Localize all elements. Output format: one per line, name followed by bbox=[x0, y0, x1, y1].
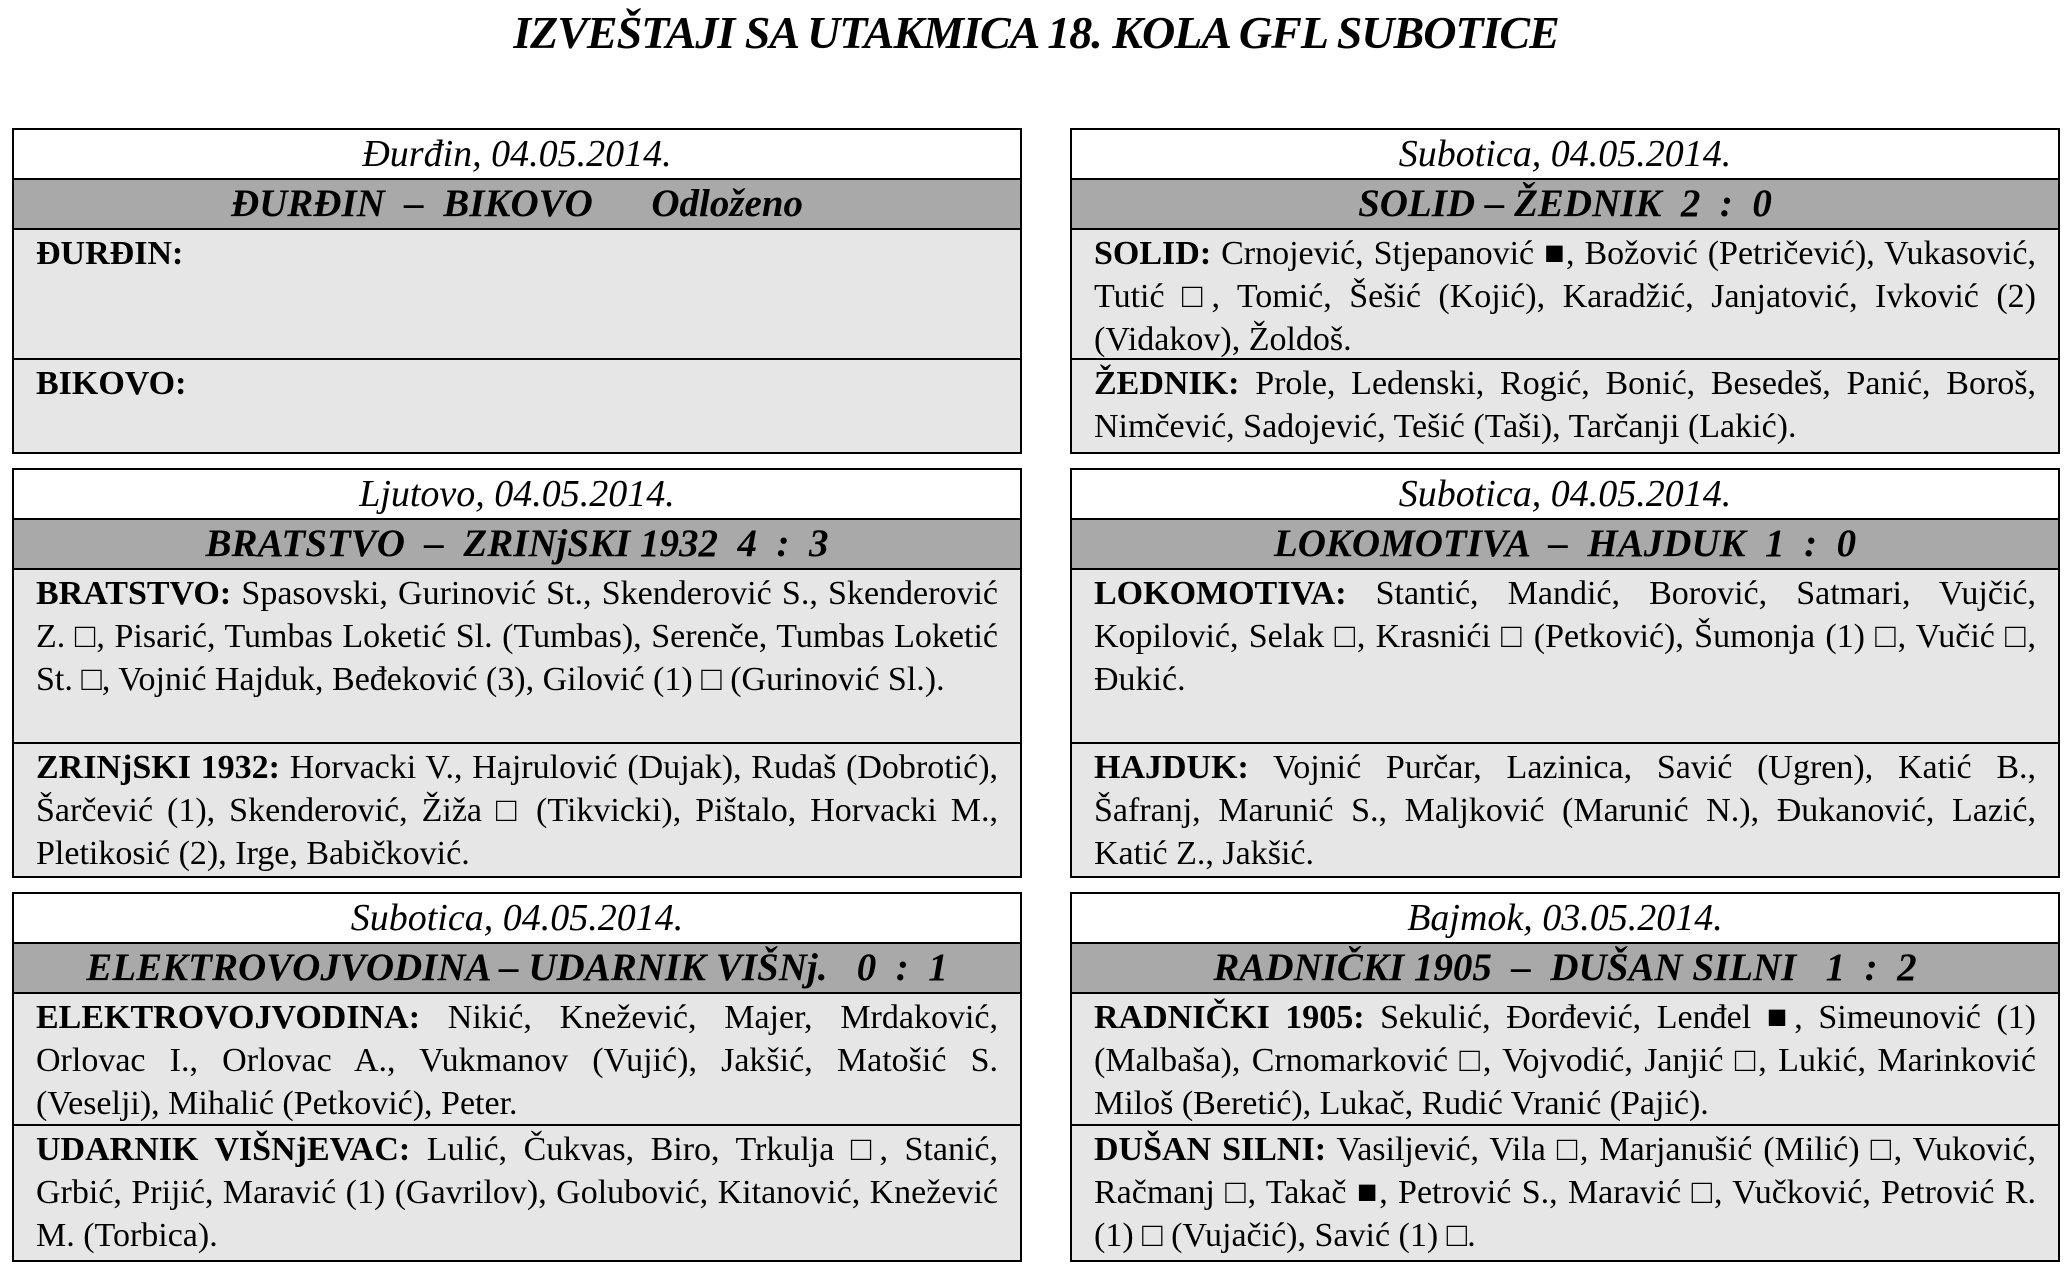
team-name: ELEKTROVOJVODINA: bbox=[36, 999, 421, 1036]
away-team-lineup bbox=[1072, 1126, 2058, 1257]
match-header: SOLID – ŽEDNIK 2 : 0 bbox=[1072, 180, 2058, 230]
home-team-lineup bbox=[14, 994, 1020, 1126]
home-team-lineup bbox=[1072, 570, 2058, 744]
player-list: Crnojević, Stjepanović ■, Božović (Petričević), Vukasović, Tutić □, Tomić, Šešić (Kojić), Karadžić, Janjatović, Ivković (2) (Vidakov), Žoldoš. bbox=[1094, 235, 2037, 358]
match-header: ĐURĐIN – BIKOVO Odloženo bbox=[14, 180, 1020, 230]
player-list: Stantić, Mandić, Borović, Satmari, Vujčić, Kopilović, Selak □, Krasnići □ (Petković), Šumonja (1) □, Vučić □, Đukić. bbox=[1094, 575, 2036, 698]
team-name: UDARNIK VIŠNjEVAC: bbox=[36, 1131, 411, 1168]
match-report-lokomotiva-hajduk bbox=[1070, 468, 2060, 878]
match-report-solid-zednik bbox=[1070, 128, 2060, 454]
match-location-date: Đurđin, 04.05.2014. bbox=[14, 130, 1020, 180]
player-list: Vojnić Purčar, Lazinica, Savić (Ugren), Katić B., Šafranj, Marunić S., Maljković (Marunić N.), Đukanović, Lazić, Katić Z., Jakšić. bbox=[1094, 749, 2036, 872]
match-report-radnicki-dusan-silni bbox=[1070, 892, 2060, 1262]
team-name: BIKOVO: bbox=[36, 365, 187, 402]
match-header: BRATSTVO – ZRINjSKI 1932 4 : 3 bbox=[14, 520, 1020, 570]
match-header: RADNIČKI 1905 – DUŠAN SILNI 1 : 2 bbox=[1072, 944, 2058, 994]
home-team-lineup bbox=[14, 570, 1020, 744]
page-title: IZVEŠTAJI SA UTAKMICA 18. KOLA GFL SUBOTICE bbox=[513, 7, 1559, 58]
team-name: DUŠAN SILNI: bbox=[1094, 1131, 1327, 1168]
team-name: SOLID: bbox=[1094, 235, 1212, 272]
player-list: Horvacki V., Hajrulović (Dujak), Rudaš (Dobrotić), Šarčević (1), Skenderović, Žiža □ (Tikvicki), Pištalo, Horvacki M., Pletikosić (2), Irge, Babičković. bbox=[36, 749, 999, 872]
player-list: Lulić, Čukvas, Biro, Trkulja □, Stanić, Grbić, Prijić, Maravić (1) (Gavrilov), Golubović, Kitanović, Knežević M. (Torbica). bbox=[36, 1131, 999, 1254]
team-name: RADNIČKI 1905: bbox=[1094, 999, 1365, 1036]
away-team-lineup bbox=[1072, 744, 2058, 875]
home-team-lineup bbox=[1072, 230, 2058, 360]
team-name: LOKOMOTIVA: bbox=[1094, 575, 1347, 612]
match-location-date: Bajmok, 03.05.2014. bbox=[1072, 894, 2058, 944]
match-header: ELEKTROVOJVODINA – UDARNIK VIŠNj. 0 : 1 bbox=[14, 944, 1020, 994]
team-name: BRATSTVO: bbox=[36, 575, 232, 612]
home-team-lineup bbox=[14, 230, 1020, 360]
away-team-lineup bbox=[14, 360, 1020, 405]
away-team-lineup bbox=[1072, 360, 2058, 448]
player-list: Prole, Ledenski, Rogić, Bonić, Besedeš, Panić, Boroš, Nimčević, Sadojević, Tešić (Taši), Tarčanji (Lakić). bbox=[1094, 365, 2036, 445]
match-report-bratstvo-zrinjski bbox=[12, 468, 1022, 878]
match-report-elektrovojvodina-udarnik bbox=[12, 892, 1022, 1262]
match-location-date: Subotica, 04.05.2014. bbox=[1072, 470, 2058, 520]
team-name: ĐURĐIN: bbox=[36, 235, 184, 272]
player-list: Vasiljević, Vila □, Marjanušić (Milić) □, Vuković, Račmanj □, Takač ■, Petrović S., Maravić □, Vučković, Petrović R. (1) □ (Vujačić), Savić (1) □. bbox=[1094, 1131, 2037, 1254]
match-report-durdin-bikovo bbox=[12, 128, 1022, 454]
team-name: ZRINjSKI 1932: bbox=[36, 749, 280, 786]
player-list: Spasovski, Gurinović St., Skenderović S., Skenderović Z. □, Pisarić, Tumbas Loketić Sl. (Tumbas), Serenče, Tumbas Loketić St. □, Vojnić Hajduk, Beđeković (3), Gilović (1) □ (Gurinović Sl.). bbox=[36, 575, 998, 698]
match-location-date: Subotica, 04.05.2014. bbox=[1072, 130, 2058, 180]
home-team-lineup bbox=[1072, 994, 2058, 1126]
team-name: ŽEDNIK: bbox=[1094, 365, 1240, 402]
player-list: Sekulić, Đorđević, Lenđel ■, Simeunović (1) (Malbaša), Crnomarković □, Vojvodić, Janjić □, Lukić, Marinković Miloš (Beretić), Lukač, Rudić Vranić (Pajić). bbox=[1094, 999, 2036, 1122]
match-header: LOKOMOTIVA – HAJDUK 1 : 0 bbox=[1072, 520, 2058, 570]
player-list: Nikić, Knežević, Majer, Mrdaković, Orlovac I., Orlovac A., Vukmanov (Vujić), Jakšić, Matošić S. (Veselji), Mihalić (Petković), Peter. bbox=[36, 999, 999, 1122]
match-location-date: Subotica, 04.05.2014. bbox=[14, 894, 1020, 944]
team-name: HAJDUK: bbox=[1094, 749, 1249, 786]
match-location-date: Ljutovo, 04.05.2014. bbox=[14, 470, 1020, 520]
away-team-lineup bbox=[14, 744, 1020, 875]
away-team-lineup bbox=[14, 1126, 1020, 1257]
